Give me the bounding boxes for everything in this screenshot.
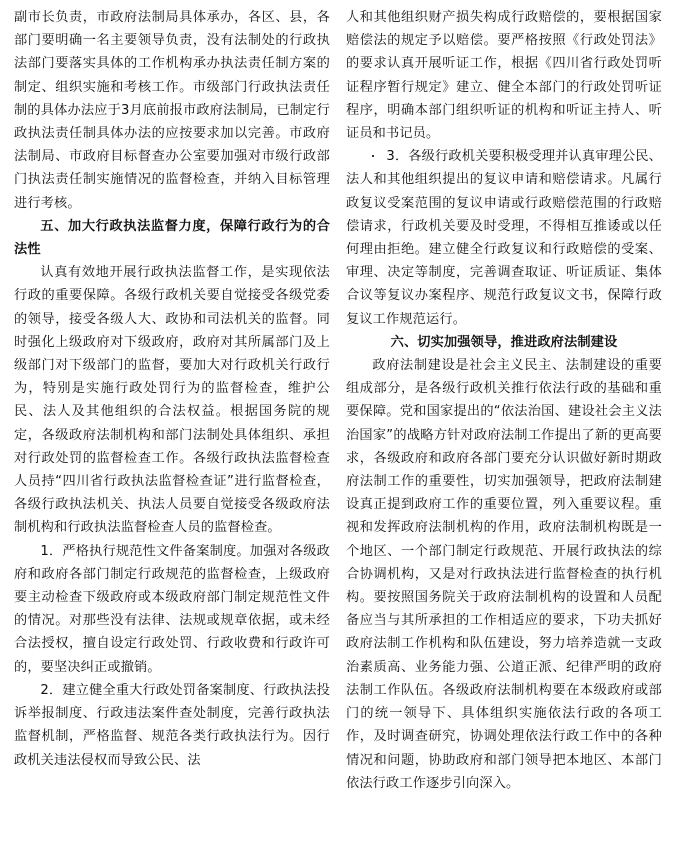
paragraph-item-3: [346, 145, 662, 331]
paragraph-continued: 副市长负责，市政府法制局具体承办，各区、县，各部门要明确一名主要领导负责，没有法制处的行政执法部门要落实具体的工作机构承办执法责任制方案的制定、组织实施和考核工作。市级部门行政执法责任制的具体办法应于3月底前报市政府法制局，已制定行政执法责任制具体办法的应按要求加以完善。市政府法制局、市政府目标督查办公室要加强对市级行政部门执法责任制实施情况的监督检查，并纳入目标管理进行考核。: [14, 10, 330, 211]
right-column: [346, 6, 662, 843]
paragraph-continued-right: 人和其他组织财产损失构成行政赔偿的，要根据国家赔偿法的规定予以赔偿。要严格按照《行政处罚法》的要求认真开展听证工作，根据《四川省行政处罚听证程序暂行规定》建立、健全本部门的行政处罚听证程序，明确本部门组织听证的机构和听证主持人、听证员和书记员。: [346, 10, 662, 142]
paragraph-supervision: 认真有效地开展行政执法监督工作，是实现依法行政的重要保障。各级行政机关要自觉接受各级党委的领导，接受各级人大、政协和司法机关的监督。同时强化上级政府对下级政府，政府对其所属部门及上级部门对下级部门的监督，要加大对行政机关行政行为，特别是实施行政处罚行为的监督检查，维护公民、法人及其他组织的合法权益。根据国务院的规定，各级政府法制机构和部门法制处具体组织、承担对行政处罚的监督检查工作。各级行政执法监督检查人员持“四川省行政执法监督检查证”进行监督检查，各级行政执法机关、执法人员要自觉接受各级政府法制机构和行政执法监督检查人员的监督检查。: [14, 265, 330, 536]
paragraph-item-1: 1．严格执行规范性文件备案制度。加强对各级政府和政府各部门制定行政规范的监督检查，上级政府要主动检查下级政府或本级政府部门制定规范性文件的情况。对那些没有法律、法规或规章依据，或未经合法授权，擅自设定行政处罚、行政收费和行政许可的，要坚决纠正或撤销。: [14, 543, 330, 675]
paragraph-leadership: 政府法制建设是社会主义民主、法制建设的重要组成部分，是各级行政机关推行依法行政的基础和重要保障。党和国家提出的“依法治国、建设社会主义法治国家”的战略方针对政府法制工作提出了新的更高要求，各级政府和政府各部门要充分认识做好新时期政府法制工作的重要性，切实加强领导，把政府法制建设真正提到政府工作的重要位置，列入重要议程。重视和发挥政府法制机构的作用，政府法制机构既是一个地区、一个部门制定行政规范、开展行政执法的综合协调机构，又是对行政执法进行监督检查的执行机构。要按照国务院关于政府法制机构的设置和人员配备应当与其所承担的工作相适应的要求，下功夫抓好政府法制工作机构和队伍建设，努力培养造就一支政治素质高、业务能力强、公道正派、纪律严明的政府法制工作队伍。各级政府法制机构要在本级政府或部门的统一领导下、具体组织实施依法行政的各项工作，及时调查研究，协调处理依法行政工作中的各种情况和问题，协助政府和部门领导把本地区、本部门依法行政工作逐步引向深入。: [346, 358, 662, 791]
section-heading-5: 五、加大行政执法监督力度，保障行政行为的合法性: [14, 218, 330, 258]
paragraph-item-3-text: 3．各级行政机关要积极受理并认真审理公民、法人和其他组织提出的复议申请和赔偿请求。凡属行政复议受案范围的复议申请或行政赔偿范围的行政赔偿请求，行政机关要及时受理，不得相互推诿或以任何理由拒绝。建立健全行政复议和行政赔偿的受案、审理、决定等制度，完善调查取证、听证质证、集体合议等复议办案程序、规范行政复议文书，保障行政复议工作规范运行。: [346, 149, 662, 327]
print-speck: [372, 155, 374, 157]
section-heading-6: 六、切实加强领导，推进政府法制建设: [390, 334, 618, 350]
paragraph-item-2: 2．建立健全重大行政处罚备案制度、行政执法投诉举报制度、行政违法案件查处制度，完善行政执法监督机制，严格监督、规范各类行政执法行为。因行政机关违法侵权而导致公民、法: [14, 682, 330, 768]
left-column: [14, 6, 330, 843]
